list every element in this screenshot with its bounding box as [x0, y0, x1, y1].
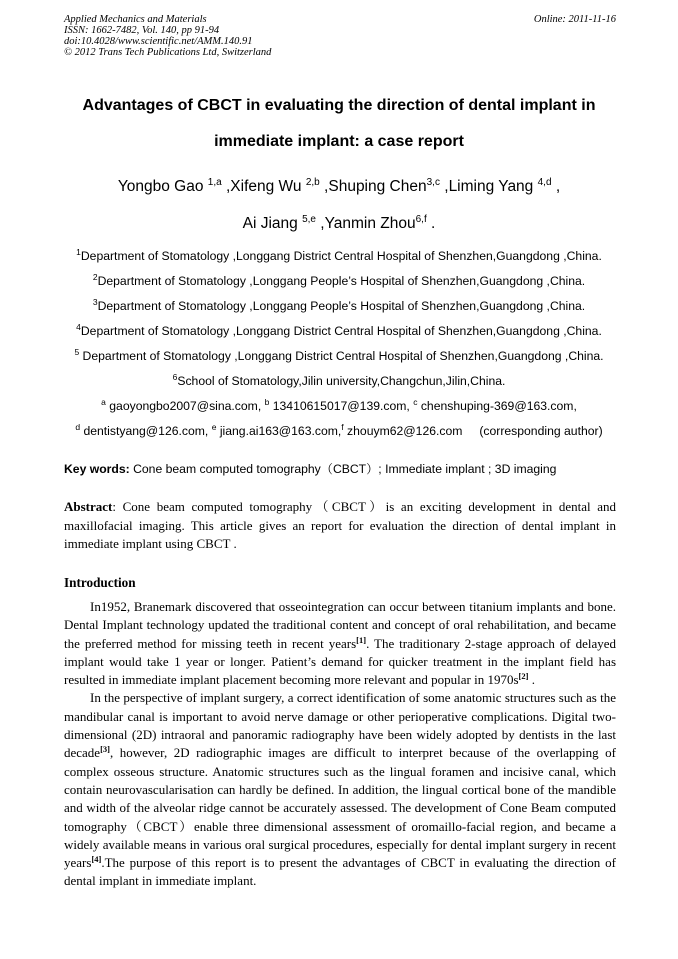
affiliation-number: 3 [92, 297, 98, 307]
affiliation-number: 1 [76, 247, 81, 257]
author-name: Ai Jiang [242, 215, 303, 232]
author-name: ,Shuping Chen [319, 178, 427, 195]
email-line-1 [50, 394, 628, 419]
email-address: zhouym62@126.com (corresponding author) [343, 424, 603, 438]
affiliation-number: 6 [172, 372, 178, 382]
email-address: jiang.ai163@163.com, [216, 424, 342, 438]
author-name: ,Liming Yang [439, 178, 538, 195]
journal-header [64, 14, 616, 58]
paragraph-text: In1952, Branemark discovered that osseointegration can occur between titanium implants and bone. Dental Implant technology updated the traditional content and concept of oral rehabilitation, and became the preferred method for missing teeth in recent years [64, 599, 616, 651]
citation: [1] [356, 634, 367, 645]
paragraph-text: In the perspective of implant surgery, a correct identification of some anatomic structures such as the mandibular canal is important to avoid nerve damage or other perioperative complications. Digital two-dimensional (2D) intraoral and panoramic radiography have been widely adopted by dentists in the last decade [64, 690, 616, 761]
author-superscript: 6,f [415, 214, 427, 225]
affiliation-text: School of Stomatology,Jilin university,Changchun,Jilin,China. [177, 374, 506, 388]
title-line-2: immediate implant: a case report [214, 133, 464, 150]
author-name: ,Xifeng Wu [221, 178, 306, 195]
affiliation-list [50, 244, 628, 444]
affiliation-number: 2 [92, 272, 98, 282]
author-separator: . [426, 215, 436, 232]
journal-copyright: © 2012 Trans Tech Publications Ltd, Switzerland [64, 47, 272, 58]
email-address: dentistyang@126.com, [80, 424, 212, 438]
keywords-text: Cone beam computed tomography（CBCT）; Immediate implant ; 3D imaging [129, 462, 557, 476]
keywords [64, 460, 616, 478]
authors-line-1 [40, 168, 638, 205]
author-list [40, 168, 638, 242]
author-name: ,Yanmin Zhou [315, 215, 416, 232]
author-superscript: 1,a [207, 177, 222, 188]
affiliation-text: Department of Stomatology ,Longgang People’s Hospital of Shenzhen,Guangdong ,China. [97, 299, 586, 313]
author-superscript: 5,e [302, 214, 316, 225]
affiliation [50, 369, 628, 394]
paragraph [64, 689, 616, 890]
affiliation-text: Department of Stomatology ,Longgang District Central Hospital of Shenzhen,Guangdong ,China. [79, 349, 604, 363]
abstract-text: : Cone beam computed tomography（CBCT）is an exciting development in dental and maxillofacial imaging. This article gives an report for evaluation the direction of dental implant in immediate implant using CBCT . [64, 499, 616, 551]
email-address: chenshuping-369@163.com, [417, 399, 577, 413]
email-superscript: c [413, 397, 418, 407]
citation: [2] [518, 671, 529, 682]
paragraph-text: . The traditionary 2-stage approach of delayed implant would take 1 year or longer. Patient’s demand for quicker treatment in the implant field has resulted in immediate implant placement becoming more relevant and popular in 1970s [64, 635, 616, 688]
paragraph-text: .The purpose of this report is to present the advantages of CBCT in evaluating the direction of dental implant in immediate implant. [64, 855, 616, 889]
introduction-body [64, 598, 616, 891]
author-superscript: 4,d [537, 177, 552, 188]
affiliation [50, 269, 628, 294]
paragraph [64, 598, 616, 689]
journal-name: Applied Mechanics and Materials [64, 14, 207, 25]
citation: [3] [100, 744, 111, 755]
journal-issn: ISSN: 1662-7482, Vol. 140, pp 91-94 [64, 25, 220, 36]
affiliation-number: 5 [74, 347, 80, 357]
author-name: Yongbo Gao [117, 178, 208, 195]
affiliation-text: Department of Stomatology ,Longgang People’s Hospital of Shenzhen,Guangdong ,China. [97, 274, 586, 288]
citation: [4] [91, 854, 102, 865]
paper-title [40, 88, 638, 160]
introduction-heading: Introduction [64, 575, 136, 590]
author-superscript: 3,c [426, 177, 440, 188]
author-separator: , [551, 178, 561, 195]
journal-doi: doi:10.4028/www.scientific.net/AMM.140.91 [64, 36, 253, 47]
online-date: Online: 2011-11-16 [533, 14, 616, 25]
keywords-label: Key words: [64, 462, 130, 476]
paragraph-text: , however, 2D radiographic images are difficult to interpret because of the overlapping of complex osseous structure. Anatomic structures such as the lingual foramen and incisive canal, which contain neurovascularisation can hardly be defined. In addition, the lingual cortical bone of the mandible and width of the alveolar ridge cannot be accurately assessed. The development of Cone Beam computed tomography（CBCT）enable three dimensional assessment of oromaillo-facial region, and became a widely available means in various oral surgical procedures, especially for dental implant surgery in recent years [64, 745, 616, 871]
affiliation-number: 4 [76, 322, 81, 332]
email-superscript: d [75, 422, 81, 432]
email-superscript: a [101, 397, 106, 407]
email-superscript: e [211, 422, 217, 432]
abstract-label: Abstract [64, 499, 113, 514]
email-superscript: b [264, 397, 270, 407]
author-superscript: 2,b [305, 177, 320, 188]
authors-line-2 [40, 205, 638, 242]
affiliation [50, 319, 628, 344]
email-superscript: f [341, 422, 344, 432]
paragraph-text: . [528, 672, 535, 688]
affiliation [50, 344, 628, 369]
title-line-1: Advantages of CBCT in evaluating the direction of dental implant in [82, 97, 596, 114]
email-line-2 [50, 419, 628, 444]
affiliation-text: Department of Stomatology ,Longgang District Central Hospital of Shenzhen,Guangdong ,China. [80, 249, 602, 263]
email-address: 13410615017@139.com, [269, 399, 414, 413]
email-address: gaoyongbo2007@sina.com, [105, 399, 265, 413]
abstract [64, 498, 616, 554]
affiliation [50, 244, 628, 269]
affiliation [50, 294, 628, 319]
affiliation-text: Department of Stomatology ,Longgang District Central Hospital of Shenzhen,Guangdong ,China. [80, 324, 602, 338]
